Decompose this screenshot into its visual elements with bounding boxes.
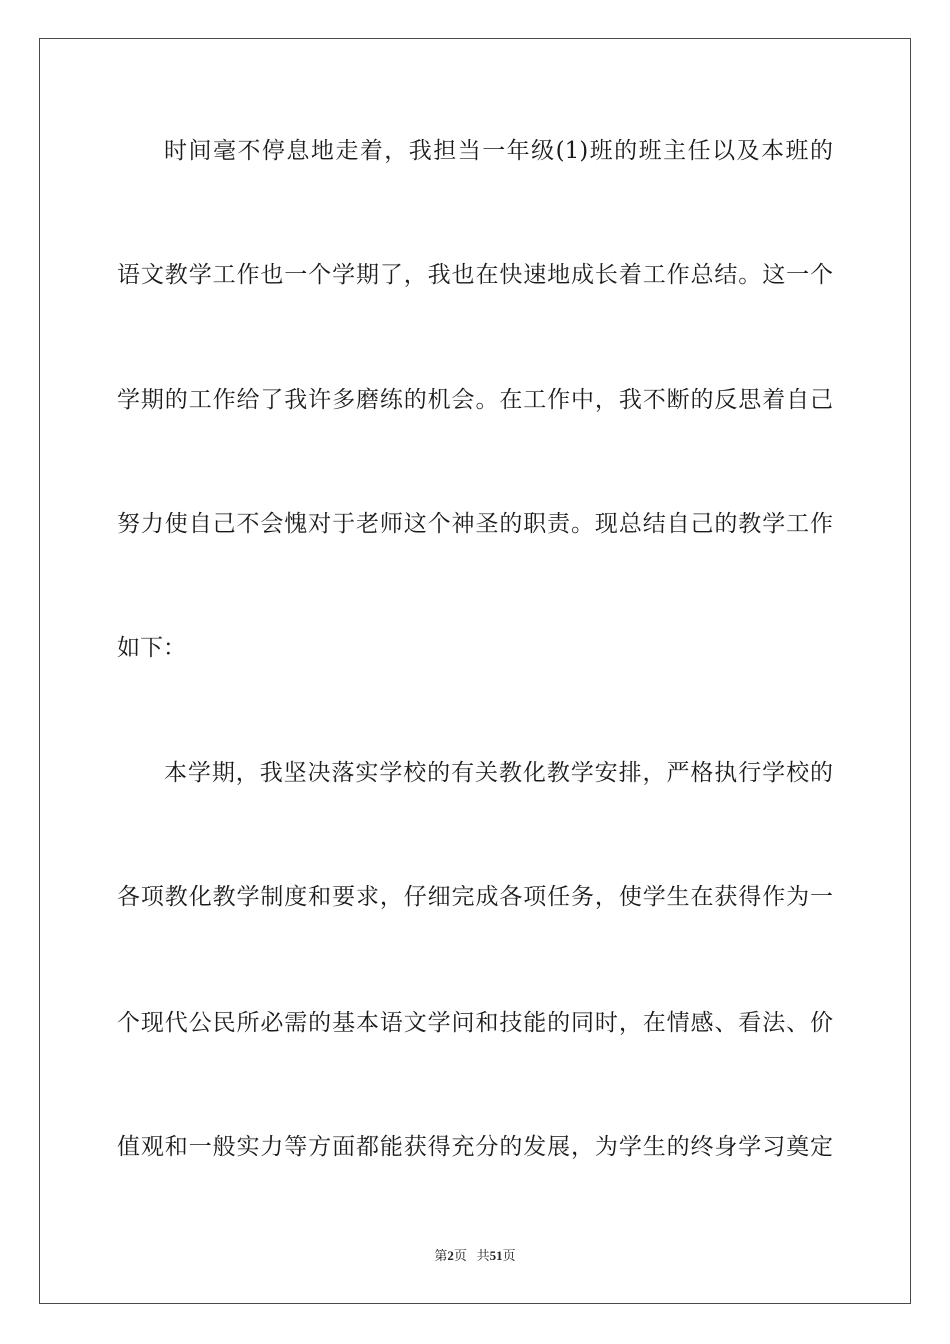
page-border — [39, 38, 911, 1304]
paragraph-1-line-2: 语文教学工作也一个学期了，我也在快速地成长着工作总结。这一个 — [117, 262, 833, 288]
page-suffix: 页 — [453, 1248, 467, 1263]
paragraph-1-line-3: 学期的工作给了我许多磨练的机会。在工作中，我不断的反思着自己 — [117, 387, 833, 413]
paragraph-2-line-2: 各项教化教学制度和要求，仔细完成各项任务，使学生在获得作为一 — [117, 884, 833, 910]
paragraph-2-line-3: 个现代公民所必需的基本语文学问和技能的同时，在情感、看法、价 — [117, 1010, 833, 1036]
page-number: 2 — [447, 1248, 454, 1263]
paragraph-1-line-4: 努力使自己不会愧对于老师这个神圣的职责。现总结自己的教学工作 — [117, 511, 833, 537]
total-prefix: 共 — [476, 1248, 490, 1263]
paragraph-2-line-1: 本学期，我坚决落实学校的有关教化教学安排，严格执行学校的 — [164, 760, 833, 786]
page-prefix: 第 — [434, 1248, 448, 1263]
total-pages: 51 — [489, 1248, 503, 1263]
page-footer — [0, 1247, 950, 1265]
total-suffix: 页 — [502, 1248, 516, 1263]
paragraph-1-line-1: 时间毫不停息地走着，我担当一年级(1)班的班主任以及本班的 — [164, 138, 833, 164]
paragraph-1-line-5: 如下： — [117, 635, 186, 661]
paragraph-2-line-4: 值观和一般实力等方面都能获得充分的发展，为学生的终身学习奠定 — [117, 1134, 833, 1160]
